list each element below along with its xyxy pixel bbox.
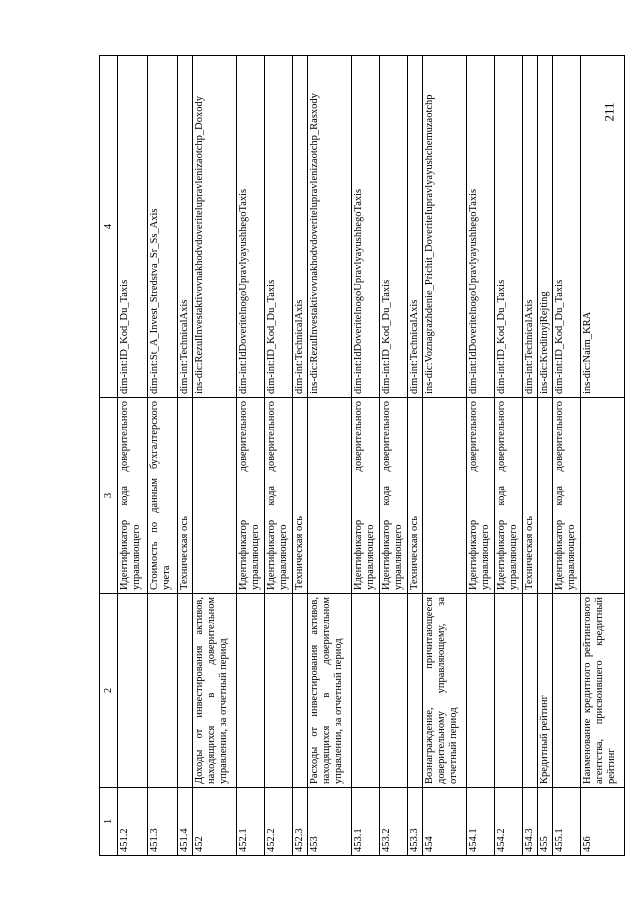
row-description <box>523 594 538 788</box>
row-code: dim-int:ID_Kod_Du_Taxis <box>495 56 523 398</box>
row-number: 455.1 <box>553 788 581 856</box>
table-header-row <box>100 56 118 856</box>
table-row <box>423 56 467 856</box>
row-number: 453.1 <box>352 788 380 856</box>
row-number: 453.3 <box>408 788 423 856</box>
row-description <box>178 594 193 788</box>
header-cell: 1 <box>100 788 118 856</box>
row-number: 451.3 <box>148 788 178 856</box>
table-row <box>408 56 423 856</box>
row-dimension-label: Техническая ось <box>523 398 538 594</box>
table-row <box>581 56 625 856</box>
row-description: Кредитный рейтинг <box>538 594 553 788</box>
row-code: dim-int:IdDoveritelnogoUpravlyayushhegoTaxis <box>352 56 380 398</box>
row-number: 452 <box>193 788 237 856</box>
table-row <box>148 56 178 856</box>
row-description <box>495 594 523 788</box>
table-row <box>193 56 237 856</box>
row-code: ins-dic:RezulInvestaktivovnakhodvdoveritelupravlenizaotchp_Rasxody <box>308 56 352 398</box>
row-description <box>380 594 408 788</box>
row-code: ins-dic:KreditnyjRejting <box>538 56 553 398</box>
row-dimension-label <box>538 398 553 594</box>
table-row <box>293 56 308 856</box>
row-description: Расходы от инвестирования активов, находящихся в доверительном управлении, за отчетный период <box>308 594 352 788</box>
page-number: 211 <box>601 102 617 122</box>
row-number: 456 <box>581 788 625 856</box>
row-code: ins-dic:RezulInvestaktivovnakhodvdoveritelupravlenizaotchp_Doxody <box>193 56 237 398</box>
row-description <box>148 594 178 788</box>
row-code: dim-int:IdDoveritelnogoUpravlyayushhegoTaxis <box>467 56 495 398</box>
row-dimension-label <box>193 398 237 594</box>
table-row <box>178 56 193 856</box>
row-description <box>293 594 308 788</box>
row-code: dim-int:TechnicalAxis <box>293 56 308 398</box>
row-description <box>467 594 495 788</box>
row-description <box>408 594 423 788</box>
row-number: 453 <box>308 788 352 856</box>
row-code: dim-int:ID_Kod_Du_Taxis <box>265 56 293 398</box>
row-code: ins-dic:Voznagrazhdenie_Prichit_DoveriteIupravlyayushchemuzaotchp <box>423 56 467 398</box>
row-code: dim-int:IdDoveritelnogoUpravlyayushhegoTaxis <box>237 56 265 398</box>
table-row <box>118 56 148 856</box>
table-row <box>265 56 293 856</box>
row-number: 454.2 <box>495 788 523 856</box>
table-row <box>380 56 408 856</box>
row-code: dim-int:TechnicalAxis <box>408 56 423 398</box>
row-description: Вознаграждение, причитающееся доверительному управляющему, за отчетный период <box>423 594 467 788</box>
row-description <box>265 594 293 788</box>
table-row <box>553 56 581 856</box>
row-code: dim-int:ID_Kod_Du_Taxis <box>553 56 581 398</box>
row-dimension-label: Идентификатор доверительного управляющего <box>467 398 495 594</box>
row-description <box>352 594 380 788</box>
row-dimension-label: Техническая ось <box>178 398 193 594</box>
table-row <box>237 56 265 856</box>
row-dimension-label: Идентификатор кода доверительного управляющего <box>265 398 293 594</box>
row-code: dim-int:ID_Kod_Du_Taxis <box>118 56 148 398</box>
row-dimension-label <box>423 398 467 594</box>
header-cell: 2 <box>100 594 118 788</box>
row-dimension-label: Идентификатор кода доверительного управляющего <box>553 398 581 594</box>
row-dimension-label <box>581 398 625 594</box>
row-dimension-label: Техническая ось <box>408 398 423 594</box>
row-number: 452.3 <box>293 788 308 856</box>
row-description <box>553 594 581 788</box>
taxonomy-table <box>99 55 625 856</box>
table-row <box>352 56 380 856</box>
table-row <box>538 56 553 856</box>
table-row <box>308 56 352 856</box>
row-dimension-label: Идентификатор кода доверительного управляющего <box>380 398 408 594</box>
row-number: 454.3 <box>523 788 538 856</box>
row-code: ins-dic:Naim_KRA <box>581 56 625 398</box>
row-description <box>237 594 265 788</box>
row-number: 451.4 <box>178 788 193 856</box>
row-dimension-label: Стоимость по данным бухгалтерского учета <box>148 398 178 594</box>
row-code: dim-int:St_A_Invest_Stredstva_Sr_Ss_Axis <box>148 56 178 398</box>
row-number: 452.2 <box>265 788 293 856</box>
row-code: dim-int:TechnicalAxis <box>523 56 538 398</box>
header-cell: 3 <box>100 398 118 594</box>
table-row <box>523 56 538 856</box>
row-number: 452.1 <box>237 788 265 856</box>
table-row <box>467 56 495 856</box>
row-description: Доходы от инвестирования активов, находящихся в доверительном управлении, за отчетный период <box>193 594 237 788</box>
row-code: dim-int:ID_Kod_Du_Taxis <box>380 56 408 398</box>
row-description <box>118 594 148 788</box>
row-dimension-label: Идентификатор доверительного управляющего <box>352 398 380 594</box>
table-row <box>495 56 523 856</box>
row-dimension-label: Идентификатор кода доверительного управляющего <box>495 398 523 594</box>
row-number: 454.1 <box>467 788 495 856</box>
row-number: 455 <box>538 788 553 856</box>
row-number: 454 <box>423 788 467 856</box>
row-description: Наименование кредитного рейтингового агентства, присвоившего кредитный рейтинг <box>581 594 625 788</box>
row-dimension-label: Техническая ось <box>293 398 308 594</box>
row-number: 451.2 <box>118 788 148 856</box>
row-dimension-label <box>308 398 352 594</box>
header-cell: 4 <box>100 56 118 398</box>
row-number: 453.2 <box>380 788 408 856</box>
row-dimension-label: Идентификатор кода доверительного управляющего <box>118 398 148 594</box>
row-code: dim-int:TechnicalAxis <box>178 56 193 398</box>
row-dimension-label: Идентификатор доверительного управляющего <box>237 398 265 594</box>
